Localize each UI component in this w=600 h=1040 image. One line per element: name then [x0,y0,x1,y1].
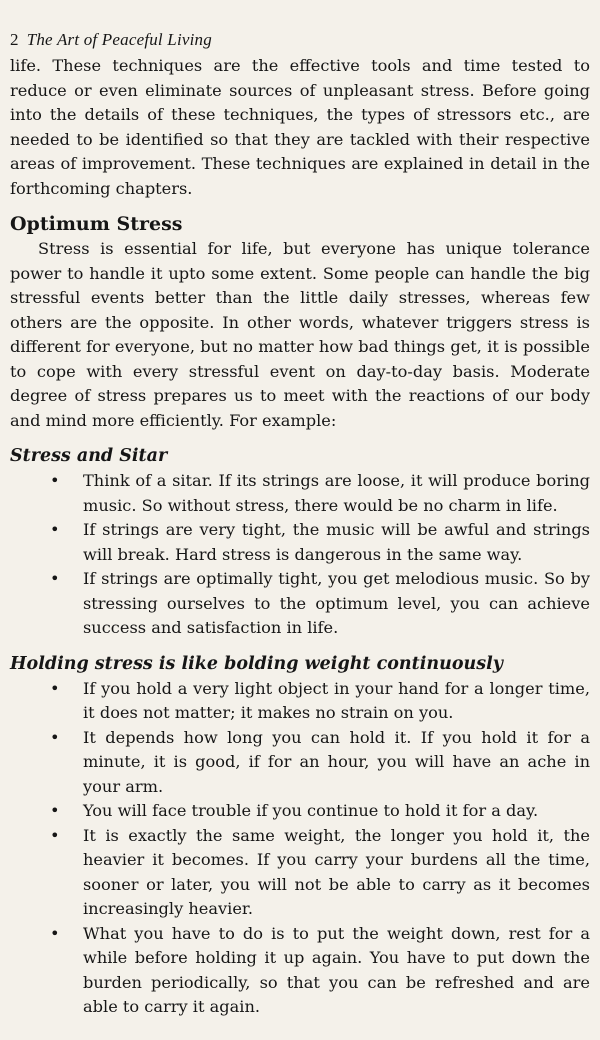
list-item: • It is exactly the same weight, the longer you hold it, the heavier it becomes. If you carry your burdens all the time, sooner or later, you will not be able to carry as it becomes increasingly heavier. [50,825,590,918]
list-item: • You will face trouble if you continue to hold it for a day. [10,799,590,824]
list-item: • If strings are optimally tight, you get melodious music. So by stressing ourselves to the optimum level, you can achieve success and satisfaction in life. [50,569,590,637]
list-item: • If strings are very tight, the music will be awful and strings will break. Hard stress is dangerous in the same way. [50,520,590,564]
optimum-stress-paragraph: Stress is essential for life, but everyone has unique tolerance power to handle it upto some extent. Some people can handle the big stressful events better than the little daily stresses, whereas few others are the opposite. In other words, whatever triggers stress is different for everyone, but no matter how bad things get, it is possible to cope with every stressful event on day-to-day basis. Moderate degree of stress prepares us to meet with the reactions of our body and mind more efficiently. For example: [10,239,590,430]
book-title: The Art of Peaceful Living [26,30,212,49]
optimum-stress-heading: Optimum Stress [10,213,183,235]
holding-bullet-list [10,677,590,1020]
holding-stress-heading: Holding stress is like bolding weight continuously [10,653,503,674]
list-item: • What you have to do is to put the weight down, rest for a while before holding it up again. You have to put down the burden periodically, so that you can be refreshed and are able to carry it again. [50,923,590,1016]
page-number: 2 [10,30,19,49]
running-head [10,30,590,50]
sitar-bullet-list [10,469,590,641]
bullet-icon: • [50,520,60,539]
bullet-icon: • [50,923,60,943]
list-item: • If you hold a very light object in your hand for a longer time, it does not matter; it makes no strain on you. [50,678,590,722]
intro-paragraph: life. These techniques are the effective tools and time tested to reduce or even eliminate sources of unpleasant stress. Before going into the details of these techniques, the types of stressors etc., are needed to be identified so that they are tackled with their respective areas of improvement. These techniques are explained in detail in the forthcoming chapters. [10,56,590,198]
list-item: • It depends how long you can hold it. If you hold it for a minute, it is good, if for an hour, you will have an ache in your arm. [50,727,590,796]
bullet-icon: • [50,727,60,747]
list-item: • Think of a sitar. If its strings are loose, it will produce boring music. So without stress, there would be no charm in life. [50,471,590,515]
bullet-icon: • [50,678,60,698]
bullet-icon: • [50,569,60,588]
bullet-icon: • [50,471,60,490]
bullet-icon: • [50,801,60,820]
book-page [10,30,590,1020]
bullet-icon: • [50,825,60,845]
stress-and-sitar-heading: Stress and Sitar [10,446,168,466]
